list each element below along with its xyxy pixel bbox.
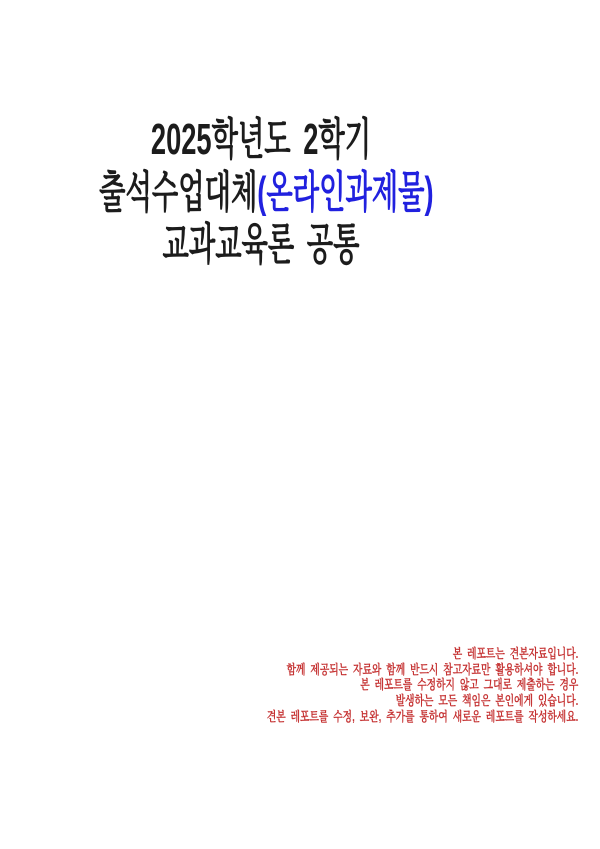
title-line-year-semester: 2025학년도 2학기 xyxy=(150,115,372,164)
title-attendance-substitute-text: 출석수업대체 xyxy=(99,167,258,217)
title-line-subject-name: 교과교육론 공통 xyxy=(162,220,360,269)
cover-title-block xyxy=(0,114,522,272)
notice-line-2: 함께 제공되는 자료와 함께 반드시 참고자료만 활용하셔야 합니다. xyxy=(286,661,578,677)
notice-line-5: 견본 레포트를 수정, 보완, 추가를 통하여 새로운 레포트를 작성하세요. xyxy=(266,708,578,724)
sample-report-notice-block xyxy=(163,646,578,725)
title-online-assignment-text: (온라인과제물) xyxy=(257,167,434,217)
notice-line-1: 본 레포트는 견본자료입니다. xyxy=(452,646,578,661)
notice-line-3: 본 레포트를 수정하지 않고 그대로 제출하는 경우 xyxy=(359,677,578,693)
title-line-course-type xyxy=(99,167,434,220)
notice-line-4: 발생하는 모든 책임은 본인에게 있습니다. xyxy=(395,693,578,709)
